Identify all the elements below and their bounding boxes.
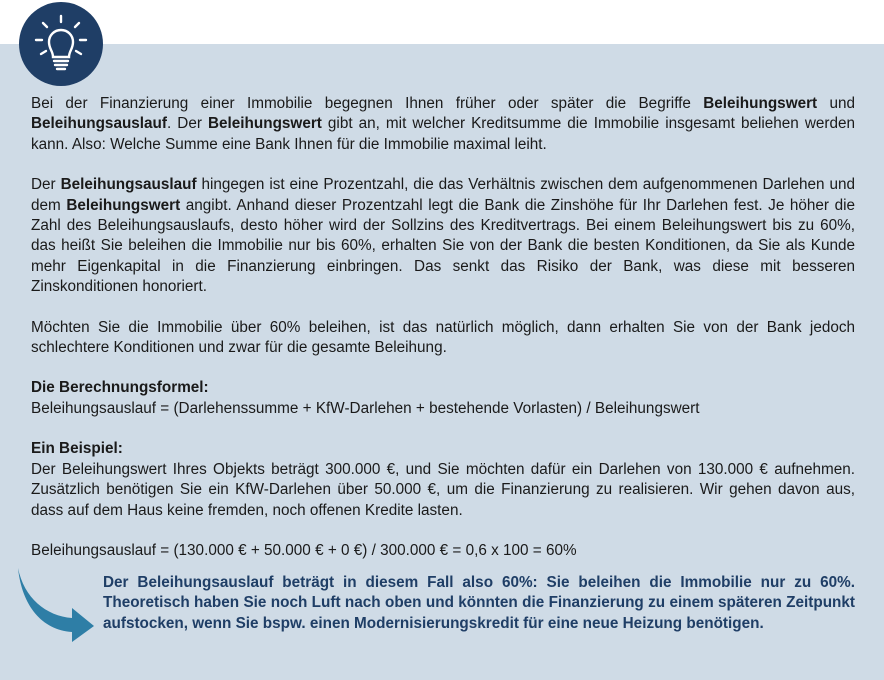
- formula-heading: Die Berechnungsformel:: [31, 379, 209, 397]
- curved-arrow-icon: [14, 560, 100, 646]
- paragraph-loan-to-value: Der Beleihungsauslauf hingegen ist eine Prozentzahl, die das Verhältnis zwischen dem aufgenommenen Darlehen und dem Beleihungswert angibt. Anhand dieser Prozentzahl legt die Bank die Zinshöhe für Ihr Darlehen fest. Je höher die Zahl des Beleihungsauslaufs, desto höher wird der Sollzins des Kreditvertrags. Bei einem Beleihungswert bis zu 60%, das heißt Sie beleihen die Immobilie nur bis 60%, erhalten Sie von der Bank die besten Konditionen, da Sie als Kunde mehr Eigenkapital in die Finanzierung einbringen. Das senkt das Risiko der Bank, was diese mit besseren Zinskonditionen honoriert.: [31, 176, 855, 296]
- paragraph-over-60: Möchten Sie die Immobilie über 60% beleihen, ist das natürlich möglich, dann erhalten Sie von der Bank jedoch schlechtere Konditionen und zwar für die gesamte Beleihung.: [31, 318, 855, 357]
- conclusion-text: Der Beleihungsauslauf beträgt in diesem Fall also 60%: Sie beleihen die Immobilie nur zu 60%. Theoretisch haben Sie noch Luft nach oben und könnten die Finanzierung zu einem späteren Zeitpunkt aufstocken, wenn Sie bspw. einen Modernisierungskredit für eine neue Heizung benötigen.: [103, 574, 855, 632]
- example-calculation: Beleihungsauslauf = (130.000 € + 50.000 € + 0 €) / 300.000 € = 0,6 x 100 = 60%: [31, 541, 577, 559]
- article-body: [31, 94, 855, 561]
- lightbulb-badge: [19, 2, 103, 86]
- example-heading: Ein Beispiel:: [31, 440, 123, 458]
- paragraph-definition: Bei der Finanzierung einer Immobilie begegnen Ihnen früher oder später die Begriffe Beleihungswert und Beleihungsauslauf. Der Beleihungswert gibt an, mit welcher Kreditsumme die Immobilie insgesamt beliehen werden kann. Also: Welche Summe eine Bank Ihnen für die Immobilie maximal leiht.: [31, 95, 855, 153]
- lightbulb-icon: [19, 2, 103, 86]
- formula-text: Beleihungsauslauf = (Darlehenssumme + KfW-Darlehen + bestehende Vorlasten) / Beleihungswert: [31, 399, 700, 417]
- example-text: Der Beleihungswert Ihres Objekts beträgt 300.000 €, und Sie möchten dafür ein Darlehen von 130.000 € aufnehmen. Zusätzlich benötigen Sie ein KfW-Darlehen über 50.000 €, um die Finanzierung zu realisieren. Wir gehen davon aus, dass auf dem Haus keine fremden, noch offenen Kredite lasten.: [31, 460, 855, 519]
